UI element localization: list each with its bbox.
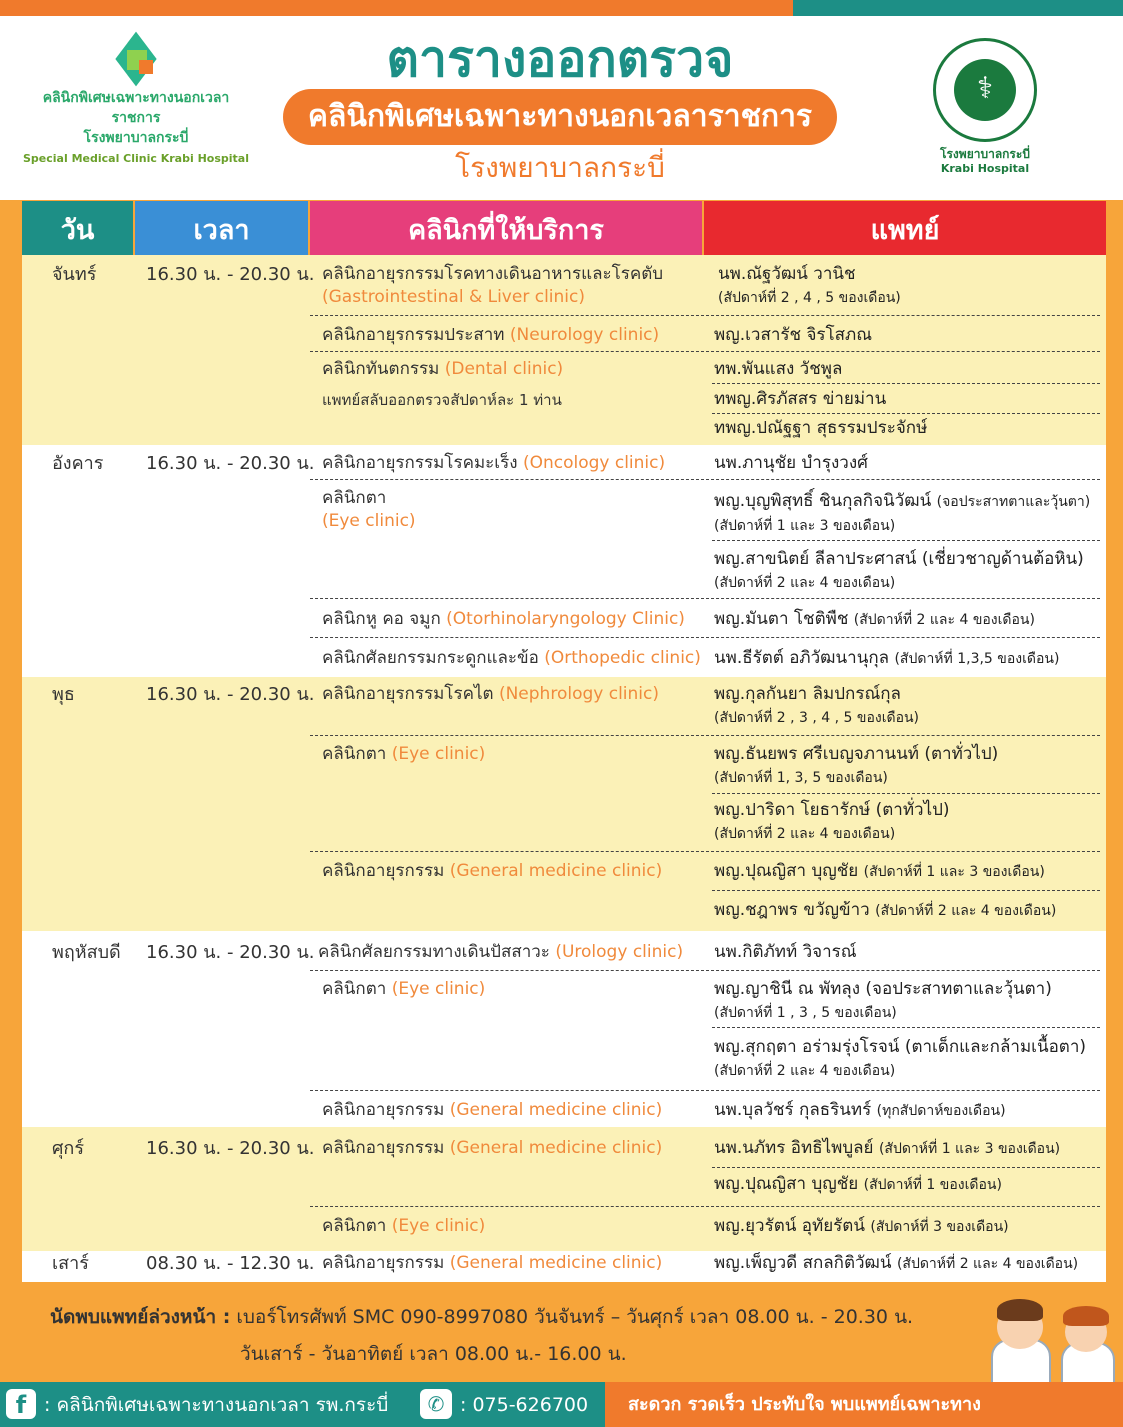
time-label: 16.30 น. - 20.30 น. xyxy=(146,264,315,285)
day-label: จันทร์ xyxy=(52,264,97,285)
doctor-entry xyxy=(714,899,1056,923)
doctor-entry xyxy=(718,263,901,310)
clinic-name-th: คลินิกอายุรกรรมโรคมะเร็ง xyxy=(322,453,518,473)
doctor-name: พญ.เพ็ญวดี สกลกิติวัฒน์ xyxy=(714,1253,892,1273)
row-divider xyxy=(310,351,1100,352)
doctor-schedule-note: (สัปดาห์ที่ 2 และ 4 ของเดือน) xyxy=(714,575,896,591)
doctor-name: นพ.กิติภัทท์ วิจารณ์ xyxy=(714,942,857,962)
row-divider xyxy=(310,1206,1100,1207)
doctor-entry xyxy=(714,860,1045,884)
page-header xyxy=(0,16,1123,200)
hospital-subtitle: โรงพยาบาลกระบี่ xyxy=(455,151,665,184)
doctor-name: พญ.ปุณญิสา บุญชัย xyxy=(714,861,859,881)
doctor-entry xyxy=(714,1215,1009,1239)
doctor-schedule-note: (สัปดาห์ที่ 1,3,5 ของเดือน) xyxy=(894,651,1060,667)
doctor-name: ทพญ.ศิรภัสสร ข่ายม่าน xyxy=(714,389,887,409)
clinic-name xyxy=(322,1252,662,1275)
doctor-entry xyxy=(714,743,998,790)
doctor-schedule-note: (สัปดาห์ที่ 2 , 3 , 4 , 5 ของเดือน) xyxy=(714,710,920,726)
doctor-entry xyxy=(714,1252,1078,1276)
clinic-name-en: (Gastrointestinal & Liver clinic) xyxy=(322,287,585,307)
column-header-time: เวลา xyxy=(135,201,308,255)
clinic-name-en: (General medicine clinic) xyxy=(449,1253,663,1273)
row-divider xyxy=(310,315,1100,316)
doctor-name: พญ.บุญพิสุทธิ์ ชินกุลกิจนิวัฒน์ xyxy=(714,491,932,511)
doctor-entry xyxy=(714,548,1084,595)
doctor-name: ทพ.พันแสง วัชพูล xyxy=(714,359,843,379)
row-divider xyxy=(310,735,1100,736)
doctor-girl-illustration xyxy=(1055,1300,1117,1384)
clinic-name xyxy=(322,743,485,766)
top-decor-bar-teal xyxy=(793,0,1123,16)
doctor-schedule-note: (สัปดาห์ที่ 2 และ 4 ของเดือน) xyxy=(714,826,896,842)
clinic-name-th: คลินิกหู คอ จมูก xyxy=(322,609,441,629)
doctor-schedule-note: (สัปดาห์ที่ 1 , 3 , 5 ของเดือน) xyxy=(714,1005,897,1021)
row-divider xyxy=(712,540,1100,541)
clinic-name-th: คลินิกศัลยกรรมทางเดินปัสสาวะ xyxy=(318,942,550,962)
day-label: ศุกร์ xyxy=(52,1138,84,1159)
doctor-schedule-note: (สัปดาห์ที่ 2 และ 4 ของเดือน) xyxy=(875,903,1057,919)
day-label: เสาร์ xyxy=(52,1253,89,1274)
doctor-schedule-note: (สัปดาห์ที่ 2 , 4 , 5 ของเดือน) xyxy=(718,290,901,306)
clinic-name-pill: คลินิกพิเศษเฉพาะทางนอกเวลาราชการ xyxy=(283,89,837,145)
clinic-name-en: (Eye clinic) xyxy=(322,511,416,531)
doctor-name: นพ.บุลวัชร์ กุลธรินทร์ xyxy=(714,1100,872,1120)
doctor-schedule-note: (สัปดาห์ที่ 1 ของเดือน) xyxy=(863,1177,1002,1193)
doctor-schedule-note: (สัปดาห์ที่ 3 ของเดือน) xyxy=(870,1219,1009,1235)
time-label: 08.30 น. - 12.30 น. xyxy=(146,1253,315,1274)
doctor-specialty: (จอประสาทตาและวุ้นตา) xyxy=(936,494,1091,510)
doctor-boy-illustration xyxy=(985,1295,1055,1385)
clinic-name-en: (Otorhinolaryngology Clinic) xyxy=(446,609,685,629)
clinic-name-en: (General medicine clinic) xyxy=(449,1138,663,1158)
clinic-name-th: คลินิกอายุรกรรม xyxy=(322,861,445,881)
doctor-name: นพ.ณัฐวัฒน์ วานิช xyxy=(718,264,856,284)
clinic-name-th: คลินิกศัลยกรรมกระดูกและข้อ xyxy=(322,648,539,668)
clinic-name xyxy=(322,487,416,533)
doctor-name: พญ.มันตา โชติพืช xyxy=(714,609,849,629)
doctor-entry xyxy=(714,1036,1086,1083)
page-title: ตารางออกตรวจ xyxy=(386,30,734,88)
doctor-schedule-note: (สัปดาห์ที่ 1, 3, 5 ของเดือน) xyxy=(714,770,888,786)
doctor-entry xyxy=(714,683,919,730)
day-label: อังคาร xyxy=(52,453,104,474)
row-divider xyxy=(310,637,1100,638)
clinic-name xyxy=(318,941,683,964)
doctor-schedule-note: (ทุกสัปดาห์ของเดือน) xyxy=(876,1103,1006,1119)
time-label: 16.30 น. - 20.30 น. xyxy=(146,942,315,963)
doctor-entry xyxy=(714,1137,1060,1161)
time-label: 16.30 น. - 20.30 น. xyxy=(146,1138,315,1159)
clinic-name-th: คลินิกอายุรกรรมโรคไต xyxy=(322,684,494,704)
clinic-name xyxy=(322,1099,662,1122)
time-label: 16.30 น. - 20.30 น. xyxy=(146,684,315,705)
clinic-name xyxy=(322,358,563,381)
row-divider xyxy=(310,970,1100,971)
doctor-name: นพ.ธีรัตต์ อภิวัฒนานุกุล xyxy=(714,648,890,668)
clinic-name xyxy=(322,683,659,706)
column-header-day: วัน xyxy=(22,201,133,255)
time-label: 16.30 น. - 20.30 น. xyxy=(146,453,315,474)
clinic-name-th: คลินิกอายุรกรรม xyxy=(322,1253,445,1273)
doctor-name: พญ.ชฎาพร ขวัญข้าว xyxy=(714,900,870,920)
clinic-name-en: (Eye clinic) xyxy=(391,1216,486,1236)
column-header-clinic: คลินิกที่ให้บริการ xyxy=(310,201,702,255)
clinic-logo-name-th: คลินิกพิเศษเฉพาะทางนอกเวลาราชการ xyxy=(42,90,230,126)
clinic-name xyxy=(322,860,662,883)
clinic-name-th: คลินิกทันตกรรม xyxy=(322,359,440,379)
clinic-name-en: (General medicine clinic) xyxy=(449,861,663,881)
clinic-name-en: (Eye clinic) xyxy=(391,744,486,764)
doctor-entry xyxy=(714,799,950,846)
clinic-name xyxy=(322,647,701,670)
hospital-name-th: โรงพยาบาลกระบี่ xyxy=(940,147,1030,161)
phone-icon: ✆ xyxy=(420,1389,452,1419)
doctor-name: พญ.ยุวรัตน์ อุทัยรัตน์ xyxy=(714,1216,865,1236)
clinic-name-en: (Urology clinic) xyxy=(555,942,684,962)
clinic-name-th: คลินิกอายุรกรรมประสาท xyxy=(322,325,505,345)
clinic-name-th: คลินิกตา xyxy=(322,488,387,508)
clinic-name-th: คลินิกอายุรกรรมโรคทางเดินอาหารและโรคตับ xyxy=(322,264,664,284)
schedule-table xyxy=(22,255,1106,1282)
slogan: สะดวก รวดเร็ว ประทับใจ พบแพทย์เฉพาะทาง xyxy=(628,1394,981,1415)
row-divider xyxy=(712,1167,1100,1168)
clinic-name xyxy=(322,324,659,347)
doctor-name: พญ.สุกฤตา อร่ามรุ่งโรจน์ (ตาเด็กและกล้ามเนื้อตา) xyxy=(714,1037,1087,1057)
doctor-schedule-note: (สัปดาห์ที่ 2 และ 4 ของเดือน) xyxy=(714,1063,896,1079)
clinic-name-en: (Nephrology clinic) xyxy=(498,684,659,704)
clinic-logo-icon xyxy=(113,38,159,84)
appointment-weekend-hours: วันเสาร์ - วันอาทิตย์ เวลา 08.00 น.- 16.00 น. xyxy=(240,1343,627,1365)
clinic-name-th: คลินิกตา xyxy=(322,1216,387,1236)
doctor-entry xyxy=(714,608,1035,632)
clinic-name-en: (General medicine clinic) xyxy=(449,1100,663,1120)
clinic-name-th: คลินิกตา xyxy=(322,744,387,764)
clinic-name-th: คลินิกอายุรกรรม xyxy=(322,1138,445,1158)
doctor-name: พญ.ธันยพร ศรีเบญจภานนท์ (ตาทั่วไป) xyxy=(714,744,999,764)
clinic-name-en: (Dental clinic) xyxy=(444,359,564,379)
doctor-name: พญ.ปาริดา โยธารักษ์ (ตาทั่วไป) xyxy=(714,800,950,820)
clinic-logo-name-en: Special Medical Clinic Krabi Hospital xyxy=(23,152,249,165)
ministry-seal xyxy=(930,38,1040,176)
row-divider xyxy=(712,890,1100,891)
clinic-note: แพทย์สลับออกตรวจสัปดาห์ละ 1 ท่าน xyxy=(322,391,562,409)
row-divider xyxy=(712,413,1100,414)
row-divider xyxy=(712,383,1100,384)
ministry-seal-icon: ⚕ xyxy=(933,38,1037,142)
clinic-name xyxy=(322,608,685,631)
appointment-label: นัดพบแพทย์ล่วงหน้า : xyxy=(50,1306,231,1328)
doctor-name: พญ.ญาชินี ณ พัทลุง (จอประสาทตาและวุ้นตา) xyxy=(714,979,1052,999)
clinic-name-th: คลินิกอายุรกรรม xyxy=(322,1100,445,1120)
doctor-schedule-note: (สัปดาห์ที่ 2 และ 4 ของเดือน) xyxy=(853,612,1035,628)
clinic-logo-hospital-th: โรงพยาบาลกระบี่ xyxy=(83,130,189,146)
clinic-logo xyxy=(20,38,252,170)
clinic-name xyxy=(322,452,665,475)
hospital-name-en: Krabi Hospital xyxy=(940,162,1030,175)
clinic-name-en: (Eye clinic) xyxy=(391,979,486,999)
day-label: พฤหัสบดี xyxy=(52,942,121,963)
facebook-page-name[interactable]: : คลินิกพิเศษเฉพาะทางนอกเวลา รพ.กระบี่ xyxy=(44,1394,389,1416)
clinic-name xyxy=(322,1215,485,1238)
doctor-name: พญ.ปุณญิสา บุญชัย xyxy=(714,1174,859,1194)
clinic-name-th: คลินิกตา xyxy=(322,979,387,999)
row-divider xyxy=(310,851,1100,852)
doctor-name: พญ.เวสารัช จิรโสภณ xyxy=(714,325,873,345)
clinic-name-en: (Neurology clinic) xyxy=(509,325,660,345)
clinic-name xyxy=(322,263,663,309)
column-header-doctor: แพทย์ xyxy=(704,201,1106,255)
doctor-schedule-note: (สัปดาห์ที่ 1 และ 3 ของเดือน) xyxy=(714,518,896,534)
doctor-entry xyxy=(714,490,1090,538)
day-label: พุธ xyxy=(52,684,75,705)
row-divider xyxy=(712,1027,1100,1028)
clinic-name xyxy=(322,1137,662,1160)
row-divider xyxy=(310,598,1100,599)
doctor-name: พญ.กุลกันยา ลิมปกรณ์กุล xyxy=(714,684,901,704)
clinic-name-en: (Oncology clinic) xyxy=(522,453,666,473)
appointment-line-1 xyxy=(50,1303,913,1331)
contact-phone-number[interactable]: : 075-626700 xyxy=(460,1394,589,1416)
doctor-entry xyxy=(714,647,1059,671)
doctor-schedule-note: (สัปดาห์ที่ 1 และ 3 ของเดือน) xyxy=(878,1141,1061,1157)
appointment-phone-hours: เบอร์โทรศัพท์ SMC 090-8997080 วันจันทร์ – วันศุกร์ เวลา 08.00 น. - 20.30 น. xyxy=(236,1306,914,1328)
doctor-schedule-note: (สัปดาห์ที่ 2 และ 4 ของเดือน) xyxy=(896,1256,1079,1272)
doctor-entry xyxy=(714,1173,1002,1197)
doctor-name: นพ.ภานุชัย บำรุงวงศ์ xyxy=(714,453,868,473)
row-divider xyxy=(310,479,1100,480)
row-divider xyxy=(310,1090,1100,1091)
doctor-entry xyxy=(714,1099,1006,1123)
facebook-icon[interactable]: f xyxy=(6,1389,36,1419)
clinic-name xyxy=(322,978,485,1001)
doctor-name: นพ.นภัทร อิทธิไพบูลย์ xyxy=(714,1138,874,1158)
doctor-schedule-note: (สัปดาห์ที่ 1 และ 3 ของเดือน) xyxy=(863,864,1045,880)
clinic-name-en: (Orthopedic clinic) xyxy=(544,648,701,668)
doctor-name: พญ.สาขนิตย์ ลีลาประศาสน์ (เชี่ยวชาญด้านต้อหิน) xyxy=(714,549,1084,569)
row-divider xyxy=(712,793,1100,794)
doctor-name: ทพญ.ปณัฐฐา สุธรรมประจักษ์ xyxy=(714,418,928,438)
doctor-entry xyxy=(714,978,1052,1025)
